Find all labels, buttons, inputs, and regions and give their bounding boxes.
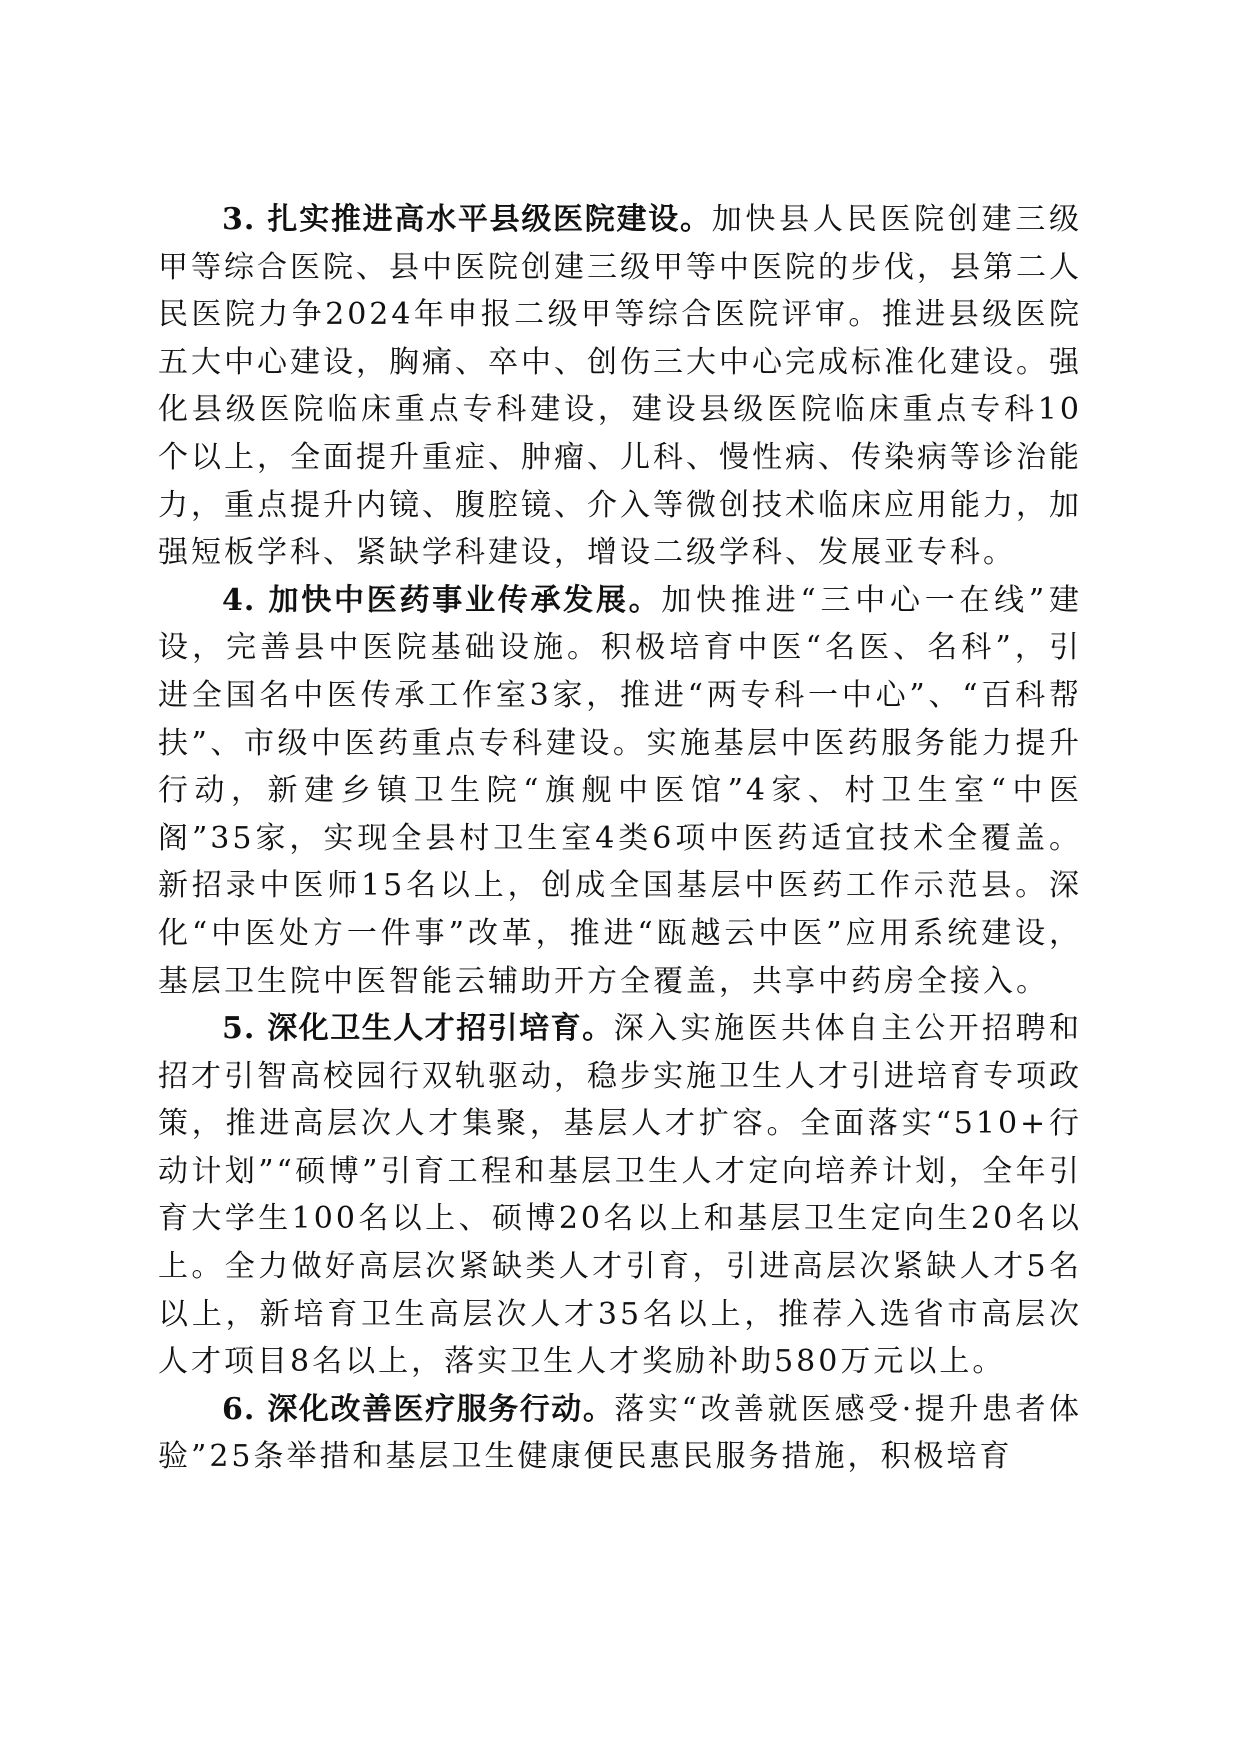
paragraph-medical-service [158, 1386, 1082, 1481]
paragraph-heading: 3. 扎实推进高水平县级医院建设。 [222, 202, 712, 237]
paragraph-tcm-development [158, 577, 1082, 1005]
paragraph-heading: 5. 深化卫生人才招引培育。 [222, 1011, 614, 1047]
document-page [158, 196, 1082, 1481]
paragraph-heading: 6. 深化改善医疗服务行动。 [222, 1391, 615, 1427]
paragraph-body: 加快县人民医院创建三级甲等综合医院、县中医院创建三级甲等中医院的步伐，县第二人民医院力争2024年申报二级甲等综合医院评审。推进县级医院五大中心建设，胸痛、卒中、创伤三大中心完成标准化建设。强化县级医院临床重点专科建设，建设县级医院临床重点专科10个以上，全面提升重症、肿瘤、儿科、慢性病、传染病等诊治能力，重点提升内镜、腹腔镜、介入等微创技术临床应用能力，加强短板学科、紧缺学科建设，增设二级学科、发展亚专科。 [158, 202, 1082, 571]
paragraph-body: 落实“改善就医感受·提升患者体验”25条举措和基层卫生健康便民惠民服务措施，积极培育 [158, 1391, 1082, 1475]
paragraph-body: 加快推进“三中心一在线”建设，完善县中医院基础设施。积极培育中医“名医、名科”，引进全国名中医传承工作室3家，推进“两专科一中心”、“百科帮扶”、市级中医药重点专科建设。实施基层中医药服务能力提升行动，新建乡镇卫生院“旗舰中医馆”4家、村卫生室“中医阁”35家，实现全县村卫生室4类6项中医药适宜技术全覆盖。新招录中医师15名以上，创成全国基层中医药工作示范县。深化“中医处方一件事”改革，推进“瓯越云中医”应用系统建设，基层卫生院中医智能云辅助开方全覆盖，共享中药房全接入。 [158, 582, 1082, 999]
paragraph-county-hospital [158, 196, 1082, 577]
paragraph-heading: 4. 加快中医药事业传承发展。 [222, 582, 662, 618]
paragraph-body: 深入实施医共体自主公开招聘和招才引智高校园行双轨驱动，稳步实施卫生人才引进培育专项政策，推进高层次人才集聚，基层人才扩容。全面落实“510+行动计划”“硕博”引育工程和基层卫生人才定向培养计划，全年引育大学生100名以上、硕博20名以上和基层卫生定向生20名以上。全力做好高层次紧缺类人才引育，引进高层次紧缺人才5名以上，新培育卫生高层次人才35名以上，推荐入选省市高层次人才项目8名以上，落实卫生人才奖励补助580万元以上。 [158, 1011, 1083, 1380]
paragraph-talent-recruitment [158, 1005, 1082, 1386]
